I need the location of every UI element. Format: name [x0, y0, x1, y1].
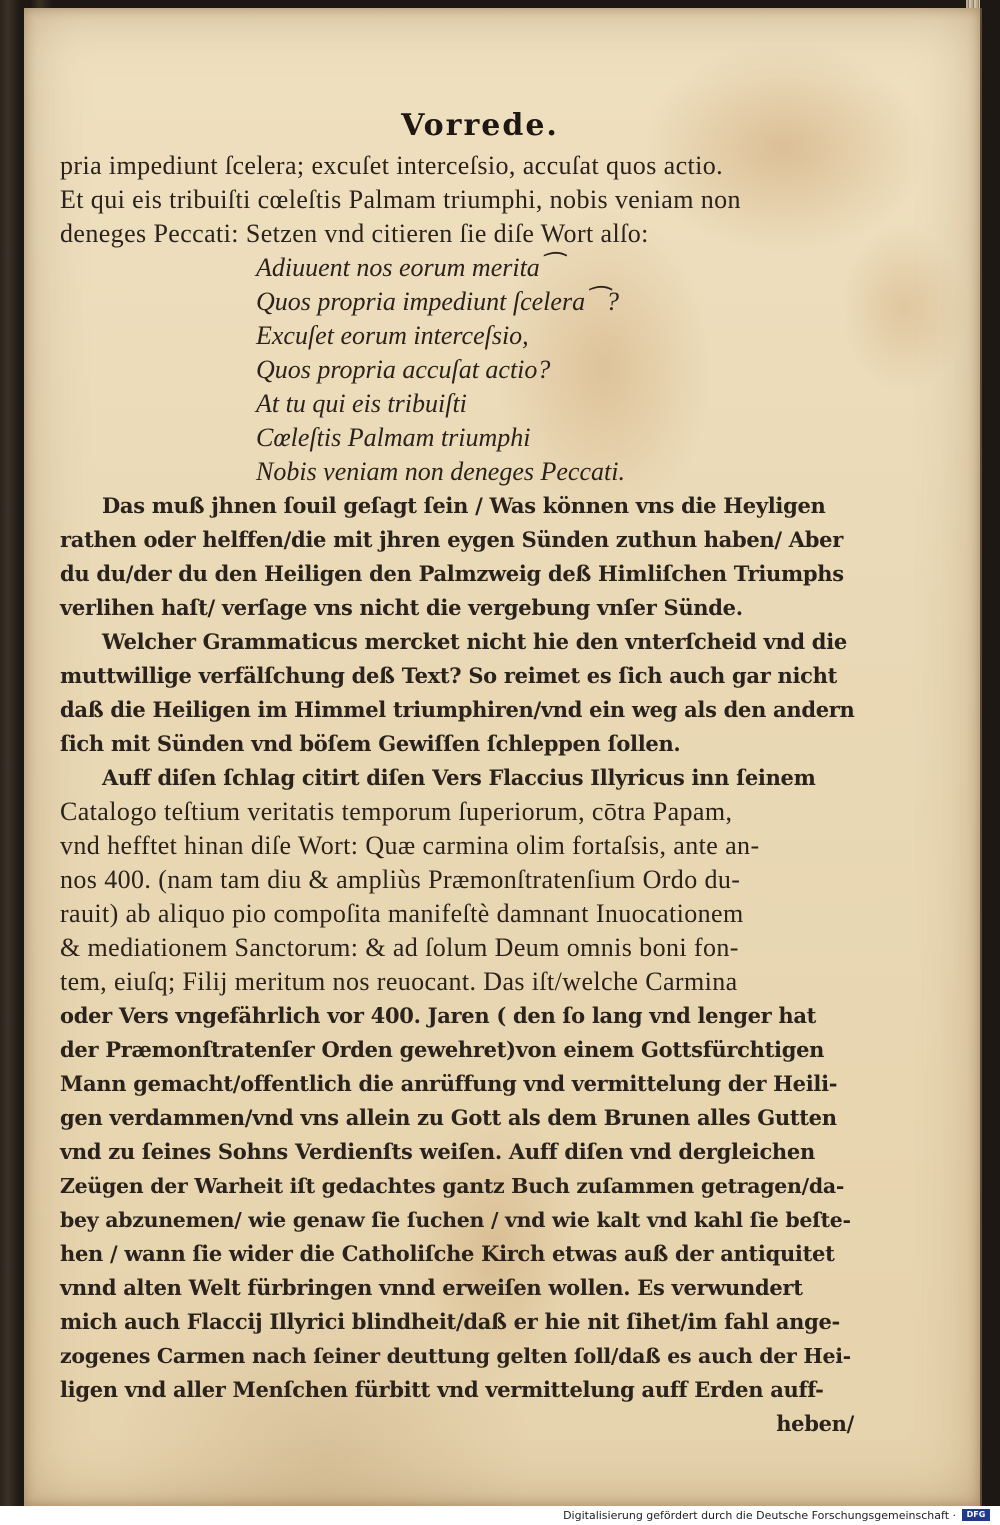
- dfg-logo-icon[interactable]: DFG: [962, 1509, 990, 1521]
- paragraph-line: oder Vers vngefährlich vor 400. Jaren ( den ſo lang vnd lenger hat: [60, 1003, 817, 1028]
- footer-credit: Digitalisierung gefördert durch die Deutsche Forschungsgemeinschaft ·: [563, 1509, 956, 1522]
- paragraph-line: Das muß jhnen ſouil geſagt ſein / Was können vns die Heyligen: [102, 493, 826, 518]
- paragraph-line: zogenes Carmen nach ſeiner deuttung gelten ſoll/daß es auch der Hei-: [60, 1344, 851, 1368]
- paragraph-line: daß die Heiligen im Himmel triumphiren/vnd ein weg als den andern: [60, 697, 855, 722]
- paragraph-line: nos 400. (nam tam diu & ampliùs Præmonſtratenſium Ordo du-: [60, 865, 741, 894]
- text-line: deneges Peccati: Setzen vnd citieren ſie diſe Wort alſo:: [60, 219, 649, 248]
- page-text-block: [60, 108, 860, 1441]
- paragraph-line: vnnd alten Welt fürbringen vnnd erweiſen wollen. Es verwundert: [60, 1275, 803, 1300]
- verse-line: Quos propria accuſat actio?: [256, 355, 551, 384]
- paragraph-line: muttwillige verfälſchung deß Text? So reimet es ſich auch gar nicht: [60, 663, 837, 688]
- paragraph-line: rathen oder helffen/die mit jhren eygen Sünden zuthun haben/ Aber: [60, 527, 843, 552]
- text-line: Et qui eis tribuiſti cœleſtis Palmam triumphi, nobis veniam non: [60, 185, 741, 214]
- paragraph-line: mich auch Flaccij Illyrici blindheit/daß er hie nit ſihet/im fahl ange-: [60, 1309, 840, 1334]
- verse-line: Excuſet eorum interceſsio,: [256, 321, 529, 350]
- book-page: [24, 8, 982, 1506]
- catchword: heben/: [776, 1411, 854, 1436]
- verse-line: Cœleſtis Palmam triumphi: [256, 423, 531, 452]
- paragraph-line: vnd hefftet hinan diſe Wort: Quæ carmina olim fortaſsis, ante an-: [60, 831, 760, 860]
- paragraph-line: Auff diſen ſchlag citirt diſen Vers Flaccius Illyricus inn ſeinem: [102, 765, 816, 790]
- paragraph-line: verlihen haſt/ verſage vns nicht die vergebung vnſer Sünde.: [60, 595, 743, 620]
- verse-line: Nobis veniam non deneges Peccati.: [256, 457, 625, 486]
- paragraph-line: ligen vnd aller Menſchen fürbitt vnd vermittelung auff Erden auff-: [60, 1377, 824, 1402]
- paragraph-line: Zeügen der Warheit iſt gedachtes gantz Buch zuſammen getragen/da-: [60, 1174, 845, 1198]
- paragraph-line: Welcher Grammaticus mercket nicht hie den vnterſcheid vnd die: [102, 629, 847, 654]
- verse-line: Quos propria impediunt ſcelera⁀?: [256, 287, 619, 316]
- funding-footer: [0, 1506, 1000, 1525]
- verse-line: At tu qui eis tribuiſti: [256, 389, 467, 418]
- paragraph-line: tem, eiuſq; Filij meritum nos reuocant. Das iſt/welche Carmina: [60, 967, 738, 996]
- paragraph-line: du du/der du den Heiligen den Palmzweig deß Himliſchen Triumphs: [60, 561, 844, 586]
- paragraph-line: vnd zu ſeines Sohns Verdienſts weiſen. Auff diſen vnd dergleichen: [60, 1139, 815, 1164]
- text-line: pria impediunt ſcelera; excuſet interceſsio, accuſat quos actio.: [60, 151, 724, 180]
- paragraph-line: Catalogo teſtium veritatis temporum ſuperiorum, cōtra Papam,: [60, 797, 733, 826]
- paragraph-line: rauit) ab aliquo pio compoſita manifeſtè damnant Inuocationem: [60, 899, 744, 928]
- running-header: Vorrede.: [401, 108, 559, 143]
- paragraph-line: Mann gemacht/offentlich die anrüffung vnd vermittelung der Heili-: [60, 1071, 838, 1096]
- paragraph-line: bey abzunemen/ wie genaw ſie ſuchen / vnd wie kalt vnd kahl ſie beſte-: [60, 1208, 851, 1232]
- paragraph-line: hen / wann ſie wider die Catholiſche Kirch etwas auß der antiquitet: [60, 1241, 835, 1266]
- paragraph-line: gen verdammen/vnd vns allein zu Gott als dem Brunen alles Gutten: [60, 1105, 837, 1130]
- paragraph-line: der Præmonſtratenſer Orden gewehret)von einem Gottsfürchtigen: [60, 1037, 825, 1062]
- paragraph-line: & mediationem Sanctorum: & ad ſolum Deum omnis boni fon-: [60, 933, 739, 962]
- verse-line: Adiuuent nos eorum merita⁀: [256, 253, 561, 282]
- paragraph-line: ſich mit Sünden vnd böſem Gewiſſen ſchleppen ſollen.: [60, 731, 681, 756]
